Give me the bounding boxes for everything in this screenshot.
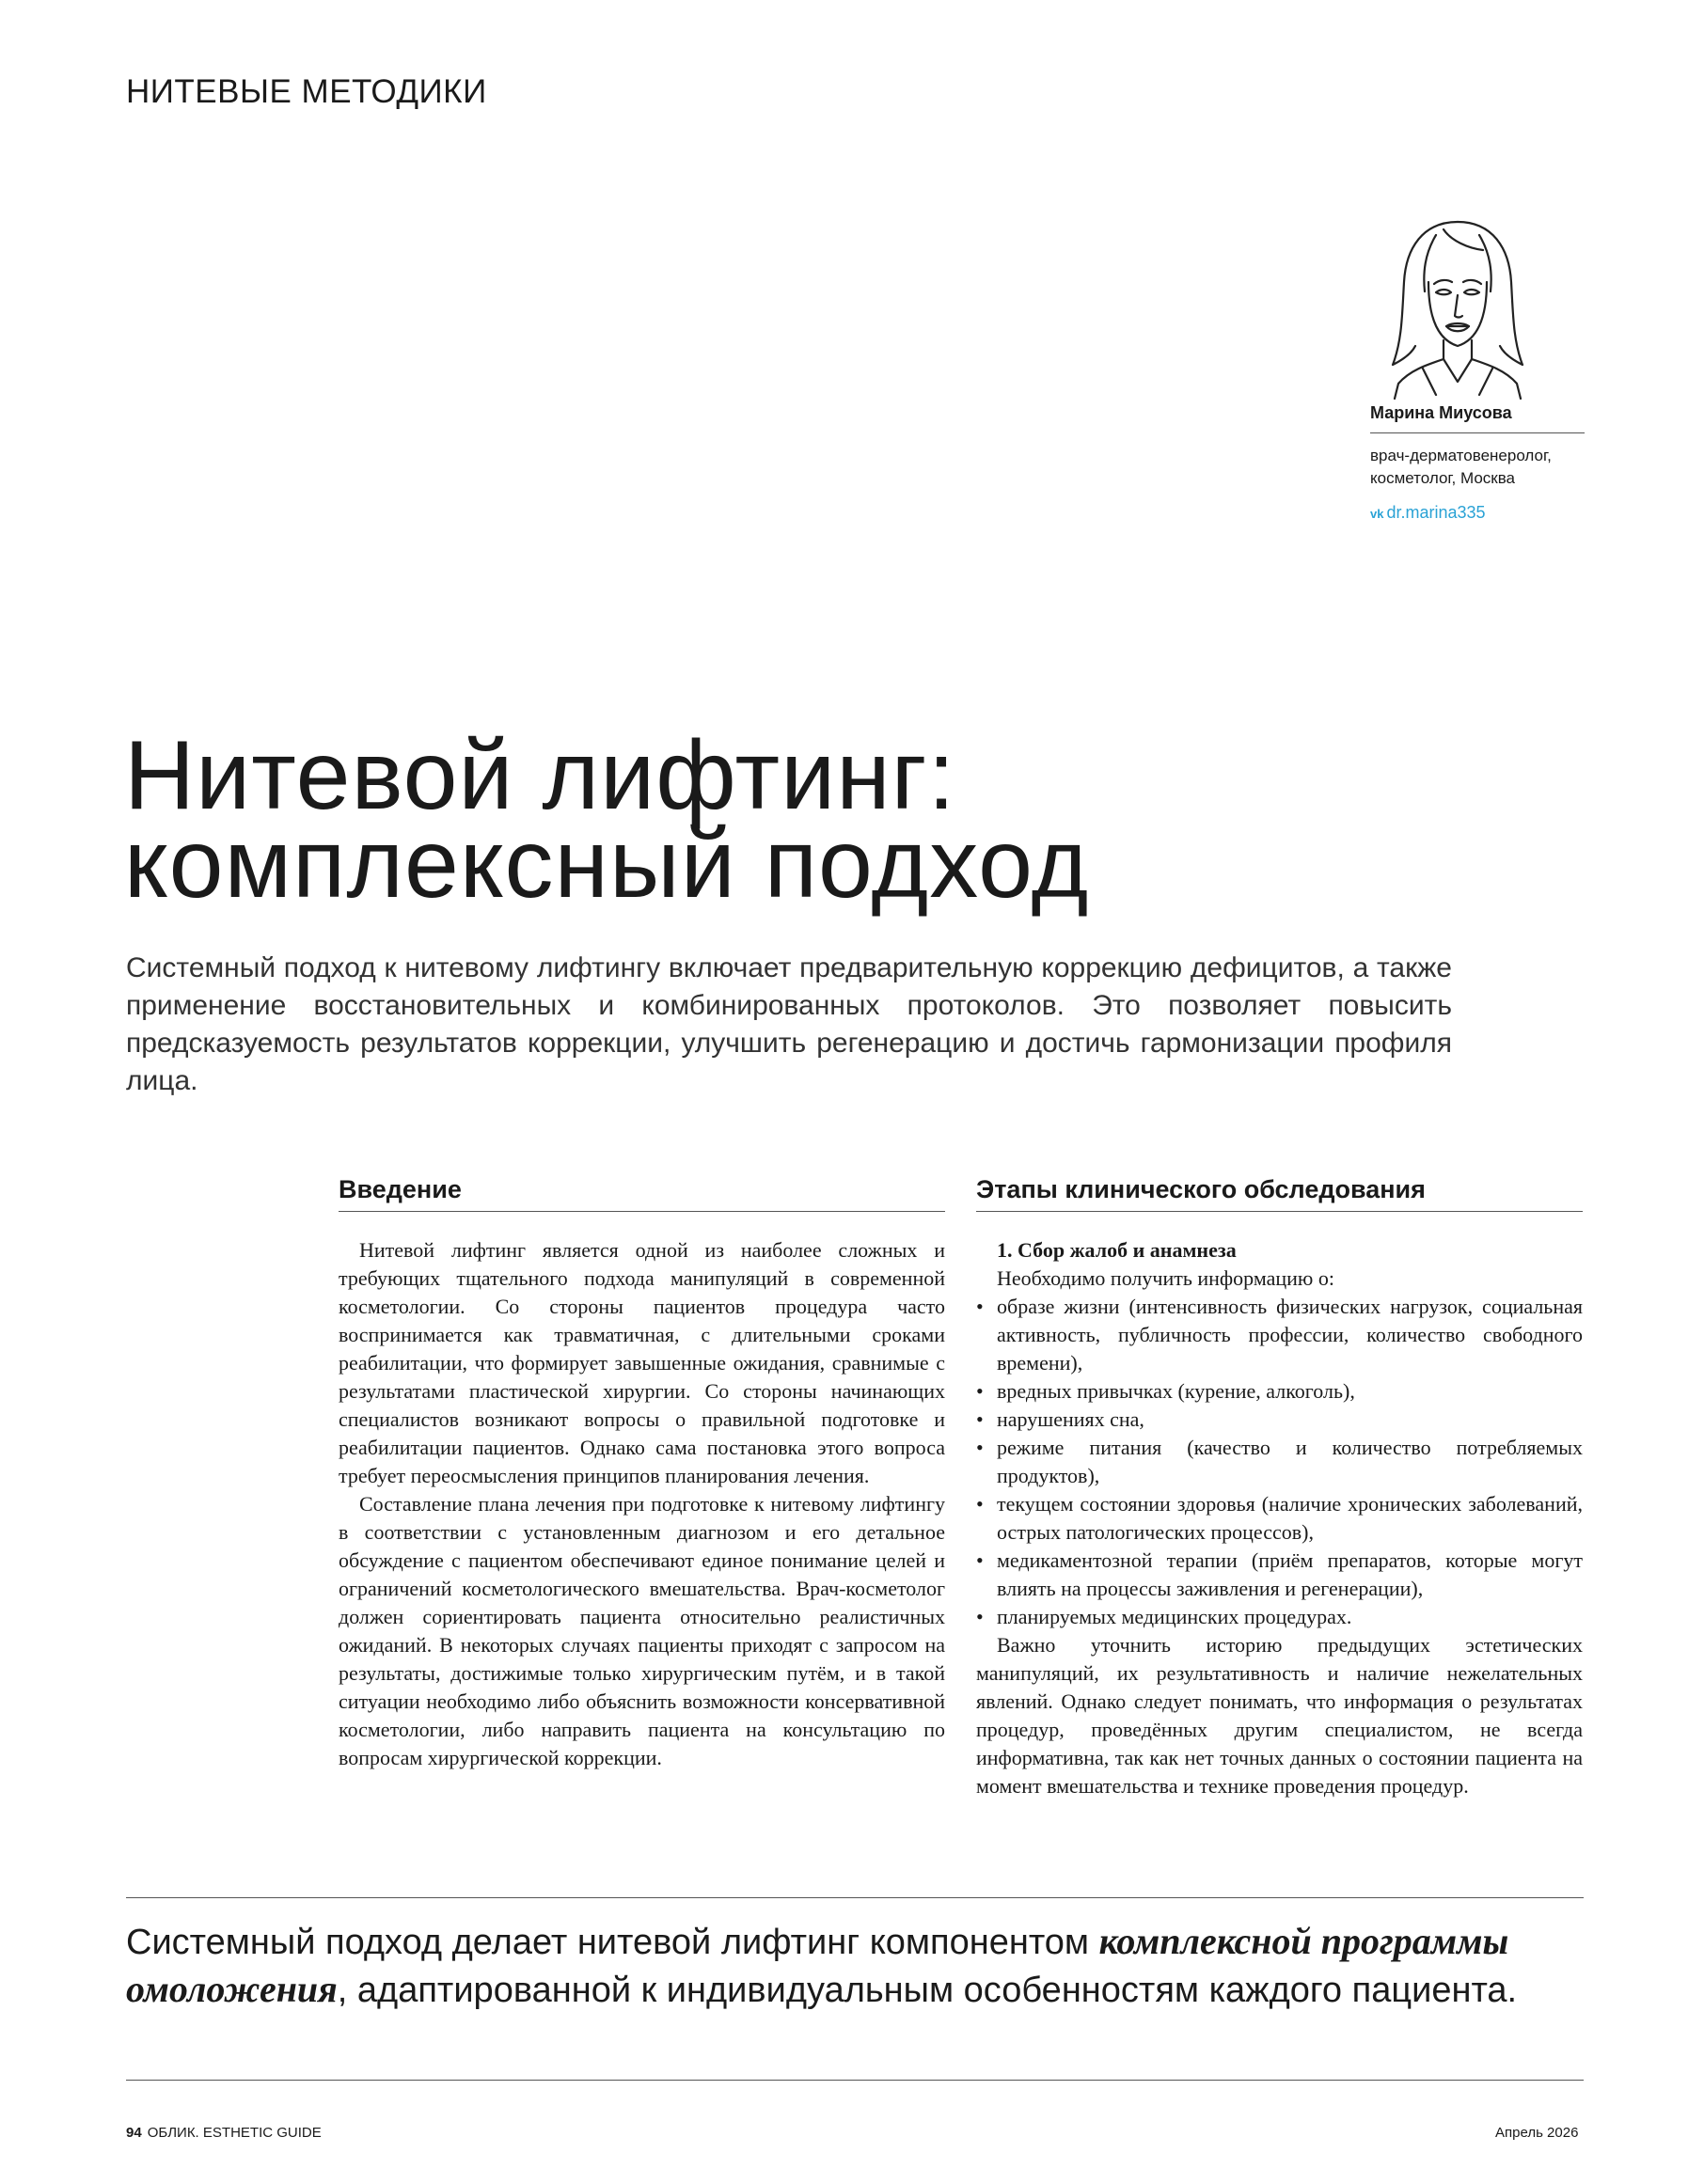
list-item: • текущем состоянии здоровья (наличие хронических заболеваний, острых патологических процессов), (976, 1490, 1583, 1547)
magazine-name: ОБЛИК. ESTHETIC GUIDE (147, 2125, 322, 2141)
page-number: 94 (126, 2125, 142, 2141)
author-role (1370, 445, 1585, 490)
list-item: • вредных привычках (курение, алкоголь), (976, 1377, 1583, 1406)
stages-paragraph: Важно уточнить историю предыдущих эстетических манипуляций, их результативность и наличие нежелательных явлений. Однако следует понимать, что информация о результатах процедур, проведённых другим специалистом, не всегда информативна, так как нет точных данных о состоянии пациента на момент вмешательства и технике проведения процедур. (976, 1633, 1583, 1798)
title-line1: Нитевой лифтинг: (124, 721, 956, 830)
pullquote-emphasis: комплексной программы омоложения (126, 1920, 1509, 2010)
stages-heading: Этапы клинического обследования (976, 1175, 1583, 1212)
author-portrait (1378, 216, 1538, 400)
intro-paragraph-2: Составление плана лечения при подготовке к нитевому лифтингу в соответствии с установленным диагнозом и его детальное обсуждение с пациентом обеспечивают единое понимание целей и ограничений косметологического вмешательства. Врач-косметолог должен сориентировать пациента относительно реалистичных ожиданий. В некоторых случаях пациенты приходят с запросом на результаты, достижимые только хирургическим путём, и в такой ситуации необходимо либо объяснить возможности консервативной косметологии, либо направить пациента на консультацию по вопросам хирургической коррекции. (339, 1492, 945, 1769)
stages-lead: Необходимо получить информацию о: (997, 1266, 1334, 1290)
vk-icon: vk (1370, 507, 1384, 521)
intro-heading: Введение (339, 1175, 945, 1212)
list-item: • медикаментозной терапии (приём препаратов, которые могут влиять на процессы заживления и регенерации), (976, 1547, 1583, 1603)
section-label: НИТЕВЫЕ МЕТОДИКИ (126, 73, 487, 110)
author-block (1370, 216, 1585, 523)
anamnesis-list (976, 1293, 1583, 1631)
title-line2: комплексный подход (124, 809, 1090, 919)
author-name: Марина Миусова (1370, 403, 1585, 433)
list-item: • планируемых медицинских процедурах. (976, 1603, 1583, 1631)
pullquote-before: Системный подход делает нитевой лифтинг компонентом (126, 1923, 1099, 1962)
author-vk-link[interactable] (1370, 503, 1585, 523)
author-role-line2: косметолог, Москва (1370, 469, 1516, 487)
intro-column (339, 1175, 945, 1772)
stages-subheading: 1. Сбор жалоб и анамнеза (997, 1238, 1237, 1262)
footer-date: Апрель 2026 (1495, 2125, 1579, 2141)
article-lead: Системный подход к нитевому лифтингу включает предварительную коррекцию дефицитов, а также применение восстановительных и комбинированных протоколов. Это позволяет повысить предсказуемость результатов коррекции, улучшить регенерацию и достичь гармонизации профиля лица. (126, 952, 1452, 1096)
list-item: • режиме питания (качество и количество потребляемых продуктов), (976, 1434, 1583, 1490)
pullquote-bottom-rule (126, 2080, 1584, 2081)
pullquote-top-rule (126, 1897, 1584, 1898)
stages-column (976, 1175, 1583, 1800)
article-title (124, 721, 1591, 919)
intro-paragraph-1: Нитевой лифтинг является одной из наиболее сложных и требующих тщательного подхода манипуляций в современной косметологии. Со стороны пациентов процедура часто воспринимается как травматичная, с длительными сроками реабилитации, что формирует завышенные ожидания, сравнимые с результатами пластической хирургии. Со стороны начинающих специалистов возникают вопросы о правильной подготовке и реабилитации пациентов. Однако сама постановка этого вопроса требует переосмысления принципов планирования лечения. (339, 1238, 945, 1487)
vk-handle: dr.marina335 (1386, 503, 1486, 522)
pullquote (126, 1918, 1584, 2014)
author-role-line1: врач-дерматовенеролог, (1370, 447, 1552, 464)
footer-left (126, 2125, 322, 2141)
list-item: • образе жизни (интенсивность физических нагрузок, социальная активность, публичность профессии, количество свободного времени), (976, 1293, 1583, 1377)
pullquote-after: , адаптированной к индивидуальным особенностям каждого пациента. (337, 1971, 1518, 2010)
list-item: • нарушениях сна, (976, 1406, 1583, 1434)
